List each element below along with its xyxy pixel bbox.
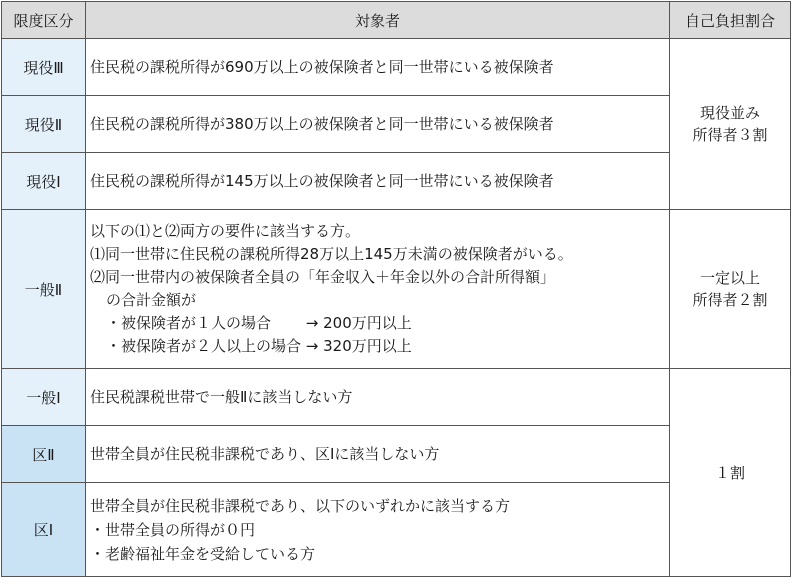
target-ippan2: [86, 210, 670, 369]
target-line: 世帯全員が住民税非課税であり、以下のいずれかに該当する方: [90, 496, 511, 515]
table-row: [2, 210, 791, 369]
table-row: [2, 369, 791, 426]
target-line: 住民税の課税所得が690万以上の被保険者と同一世帯にいる被保険者: [90, 58, 554, 76]
category-genyaku1: 現役Ⅰ: [2, 153, 86, 210]
target-line: ・老齢福祉年金を受給している方: [90, 544, 316, 563]
target-line: ・被保険者が１人の場合 → 200万円以上: [106, 314, 412, 332]
target-line: ⑴同一世帯に住民税の課税所得28万以上145万未満の被保険者がいる。: [90, 245, 573, 263]
category-genyaku2: 現役Ⅱ: [2, 96, 86, 153]
category-ippan2: 一般Ⅱ: [2, 210, 86, 369]
category-ippan1: 一般Ⅰ: [2, 369, 86, 426]
target-line: 住民税課税世帯で一般Ⅱに該当しない方: [90, 388, 353, 406]
category-ku2: 区Ⅱ: [2, 426, 86, 483]
target-genyaku1: [86, 153, 670, 210]
target-ku2: [86, 426, 670, 483]
target-ku1: [86, 483, 670, 577]
target-genyaku3: [86, 39, 670, 96]
rate-ippan2: [670, 210, 791, 369]
rate-line: 一定以上: [699, 269, 760, 287]
rate-line: 所得者３割: [692, 126, 768, 144]
target-ippan1: [86, 369, 670, 426]
rate-genyaku: [670, 39, 791, 210]
category-genyaku3: 現役Ⅲ: [2, 39, 86, 96]
target-genyaku2: [86, 96, 670, 153]
target-line: 世帯全員が住民税非課税であり、区Ⅰに該当しない方: [90, 445, 440, 463]
header-target: 対象者: [86, 2, 670, 39]
target-line: 以下の⑴と⑵両方の要件に該当する方。: [90, 222, 361, 240]
target-line: 住民税の課税所得が145万以上の被保険者と同一世帯にいる被保険者: [90, 172, 554, 190]
table-header-row: [2, 2, 791, 39]
target-line: ⑵同一世帯内の被保険者全員の「年金収入＋年金以外の合計所得額」: [90, 268, 556, 286]
burden-table-wrapper: [1, 1, 790, 581]
target-line: ・被保険者が２人以上の場合 → 320万円以上: [106, 337, 412, 355]
target-line: ・世帯全員の所得が０円: [90, 520, 256, 539]
rate-line: 所得者２割: [692, 291, 768, 309]
table-row: [2, 39, 791, 96]
category-ku1: 区Ⅰ: [2, 483, 86, 577]
header-rate: 自己負担割合: [670, 2, 791, 39]
target-line: の合計金額が: [106, 291, 197, 309]
target-line: 住民税の課税所得が380万以上の被保険者と同一世帯にいる被保険者: [90, 115, 554, 133]
burden-ratio-table: [1, 1, 791, 577]
header-category: 限度区分: [2, 2, 86, 39]
rate-low: １割: [670, 369, 791, 577]
rate-line: 現役並み: [699, 104, 760, 122]
